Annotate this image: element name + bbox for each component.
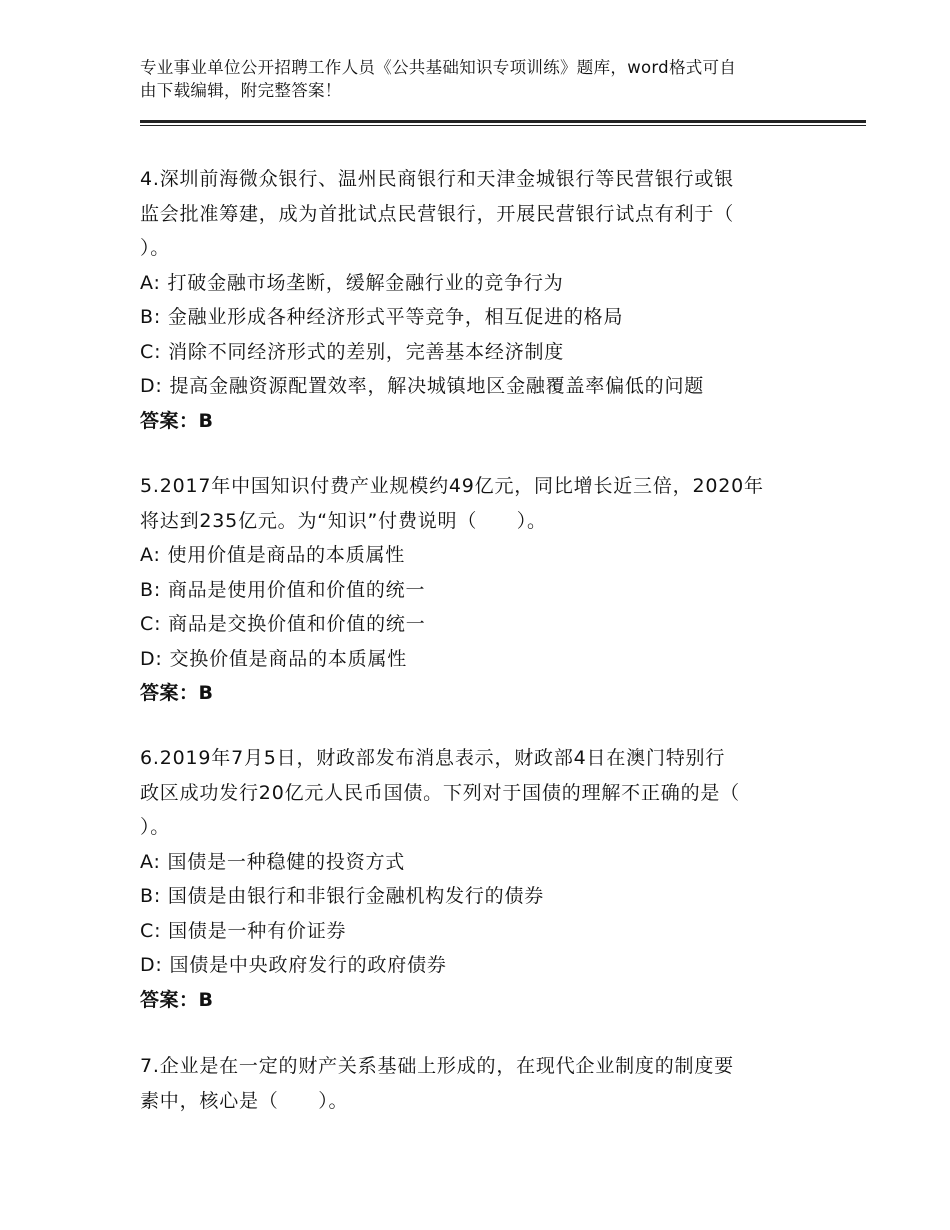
header-divider-thick xyxy=(140,120,866,123)
option-b: B: 金融业形成各种经济形式平等竞争，相互促进的格局 xyxy=(140,306,624,328)
option-c: C: 商品是交换价值和价值的统一 xyxy=(140,613,426,635)
option-a: A: 使用价值是商品的本质属性 xyxy=(140,544,406,566)
question-stem-line: 将达到235亿元。为“知识”付费说明（ ）。 xyxy=(140,509,547,532)
option-b: B: 国债是由银行和非银行金融机构发行的债券 xyxy=(140,885,545,907)
option-a: A: 国债是一种稳健的投资方式 xyxy=(140,850,406,873)
answer-label: 答案：B xyxy=(140,988,214,1011)
option-c: C: 消除不同经济形式的差别，完善基本经济制度 xyxy=(140,340,565,363)
question-stem-line: 5.2017年中国知识付费产业规模约49亿元，同比增长近三倍，2020年 xyxy=(140,475,764,497)
answer-label: 答案：B xyxy=(140,682,214,704)
header-divider-thin xyxy=(140,125,866,126)
question-stem-line: 4.深圳前海微众银行、温州民商银行和天津金城银行等民营银行或银 xyxy=(140,168,734,190)
option-c: C: 国债是一种有价证券 xyxy=(140,919,347,942)
option-d: D: 国债是中央政府发行的政府债券 xyxy=(140,954,447,976)
option-b: B: 商品是使用价值和价值的统一 xyxy=(140,578,426,601)
question-stem-line: ）。 xyxy=(140,237,171,259)
option-a: A: 打破金融市场垄断，缓解金融行业的竞争行为 xyxy=(140,271,564,294)
question-stem-line: 6.2019年7月5日，财政部发布消息表示，财政部4日在澳门特别行 xyxy=(140,747,726,769)
question-stem-line: 监会批准筹建，成为首批试点民营银行，开展民营银行试点有利于（ xyxy=(140,202,735,225)
question-stem-line: 政区成功发行20亿元人民币国债。下列对于国债的理解不正确的是（ xyxy=(140,781,740,804)
header-line-2: 由下载编辑，附完整答案！ xyxy=(140,81,342,100)
question-4 xyxy=(140,162,830,438)
question-stem-line: 素中，核心是（ ）。 xyxy=(140,1089,349,1112)
question-stem-line: ）。 xyxy=(140,816,171,838)
option-d: D: 交换价值是商品的本质属性 xyxy=(140,647,408,670)
question-7 xyxy=(140,1049,830,1118)
question-stem-line: 7.企业是在一定的财产关系基础上形成的，在现代企业制度的制度要 xyxy=(140,1055,734,1077)
answer-label: 答案：B xyxy=(140,409,214,432)
question-5 xyxy=(140,469,830,711)
document-header xyxy=(140,56,820,102)
option-d: D: 提高金融资源配置效率，解决城镇地区金融覆盖率偏低的问题 xyxy=(140,375,705,397)
question-6 xyxy=(140,741,830,1017)
header-line-1: 专业事业单位公开招聘工作人员《公共基础知识专项训练》题库，word格式可自 xyxy=(140,58,737,77)
